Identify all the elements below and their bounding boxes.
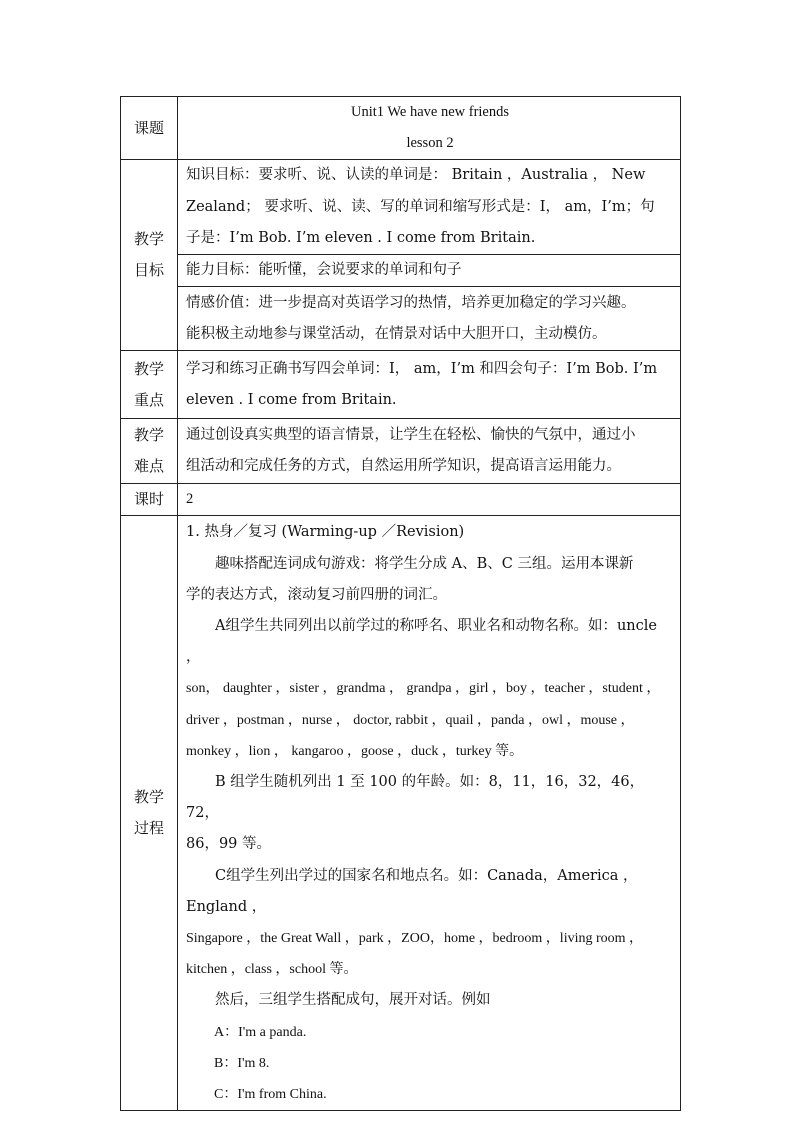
row-label-difficult: [121, 419, 178, 484]
process-line: 学的表达方式，滚动复习前四册的词汇。: [186, 586, 447, 603]
key-points-line-1: 学习和练习正确书写四会单词：I， am，I’m 和四会句子：I’m Bob. I’m: [186, 360, 658, 377]
lesson-number: lesson 2: [406, 135, 454, 152]
row-label-goals: [121, 160, 178, 351]
table-row-difficult-points: [121, 419, 681, 484]
process-line: A：I'm a panda.: [214, 1024, 307, 1040]
emotion-goal-cell: [178, 287, 681, 351]
emotion-goal-line-1: 情感价值：进一步提高对英语学习的热情，培养更加稳定的学习兴趣。: [186, 294, 636, 311]
knowledge-goal-cell: [178, 160, 681, 255]
table-row-hours: [121, 484, 681, 516]
process-line: 86，99 等。: [186, 836, 272, 853]
difficult-points-line-1: 通过创设真实典型的语言情景，让学生在轻松、愉快的气氛中，通过小: [186, 427, 636, 444]
process-line: kitchen ，class ，school 等。: [186, 962, 358, 978]
key-points-cell: [178, 351, 681, 419]
table-row-key-points: [121, 351, 681, 419]
row-label-process: [121, 516, 178, 1111]
row-label-goals-text: 教学目标: [133, 230, 164, 280]
process-line: 趣味搭配连词成句游戏：将学生分成 A、B、C 三组。运用本课新: [215, 555, 634, 572]
process-line: 然后，三组学生搭配成句，展开对话。例如: [215, 992, 491, 1009]
emotion-goal-line-2: 能积极主动地参与课堂活动，在情景对话中大胆开口，主动模仿。: [186, 325, 607, 342]
table-row-goals-ability: [121, 255, 681, 287]
difficult-points-cell: [178, 419, 681, 484]
table-row-process: [121, 516, 681, 1111]
hours-value: 2: [178, 484, 681, 516]
knowledge-goal-line-1: 知识目标：要求听、说、认读的单词是： Britain ，Australia ， New: [186, 167, 646, 184]
ability-goal-cell: 能力目标：能听懂，会说要求的单词和句子: [178, 255, 681, 287]
table-row-goals-emotion: [121, 287, 681, 351]
table-row-goals-knowledge: [121, 160, 681, 255]
knowledge-goal-line-2: Zealand； 要求听、说、读、写的单词和缩写形式是：I， am，I’m；句: [186, 198, 655, 215]
key-points-line-2: eleven . I come from Britain.: [186, 391, 397, 408]
row-label-difficult-text: 教学难点: [133, 426, 164, 476]
process-line: C组学生列出学过的国家名和地点名。如：Canada，America ，England ，: [186, 867, 638, 915]
process-line: A组学生共同列出以前学过的称呼名、职业名和动物名称。如：uncle ，: [186, 618, 657, 666]
unit-title: Unit1 We have new friends: [350, 104, 510, 120]
process-line: 1. 热身／复习 (Warming-up ／Revision): [186, 524, 465, 541]
row-label-process-text: 教学过程: [133, 788, 164, 838]
row-label-key-points: [121, 351, 178, 419]
process-line: son， daughter ，sister ，grandma ， grandpa ，girl ，boy ，teacher ，student ，: [186, 681, 661, 697]
process-line: B：I'm 8.: [214, 1055, 270, 1071]
knowledge-goal-line-3: 子是：I’m Bob. I’m eleven . I come from Britain.: [186, 229, 536, 246]
process-line: driver ，postman ，nurse ， doctor, rabbit ，quail ，panda ，owl ，mouse ，: [186, 712, 635, 728]
process-line: C：I'm from China.: [214, 1087, 327, 1103]
process-line: Singapore ，the Great Wall ，park ，ZOO，home ，bedroom ，living room ，: [186, 931, 644, 947]
row-label-title: 课题: [121, 97, 178, 160]
process-cell: [178, 516, 681, 1111]
difficult-points-line-2: 组活动和完成任务的方式，自然运用所学知识，提高语言运用能力。: [186, 458, 621, 475]
row-label-hours: 课时: [121, 484, 178, 516]
row-label-key-text: 教学重点: [133, 359, 164, 409]
lesson-title-cell: [178, 97, 681, 160]
process-line: monkey ，lion ， kangaroo ，goose ，duck ，turkey 等。: [186, 743, 524, 759]
process-line: B 组学生随机列出 1 至 100 的年龄。如：8，11，16，32，46，72，: [186, 774, 645, 822]
lesson-plan-table: [120, 96, 681, 1111]
table-row-title: [121, 97, 681, 160]
